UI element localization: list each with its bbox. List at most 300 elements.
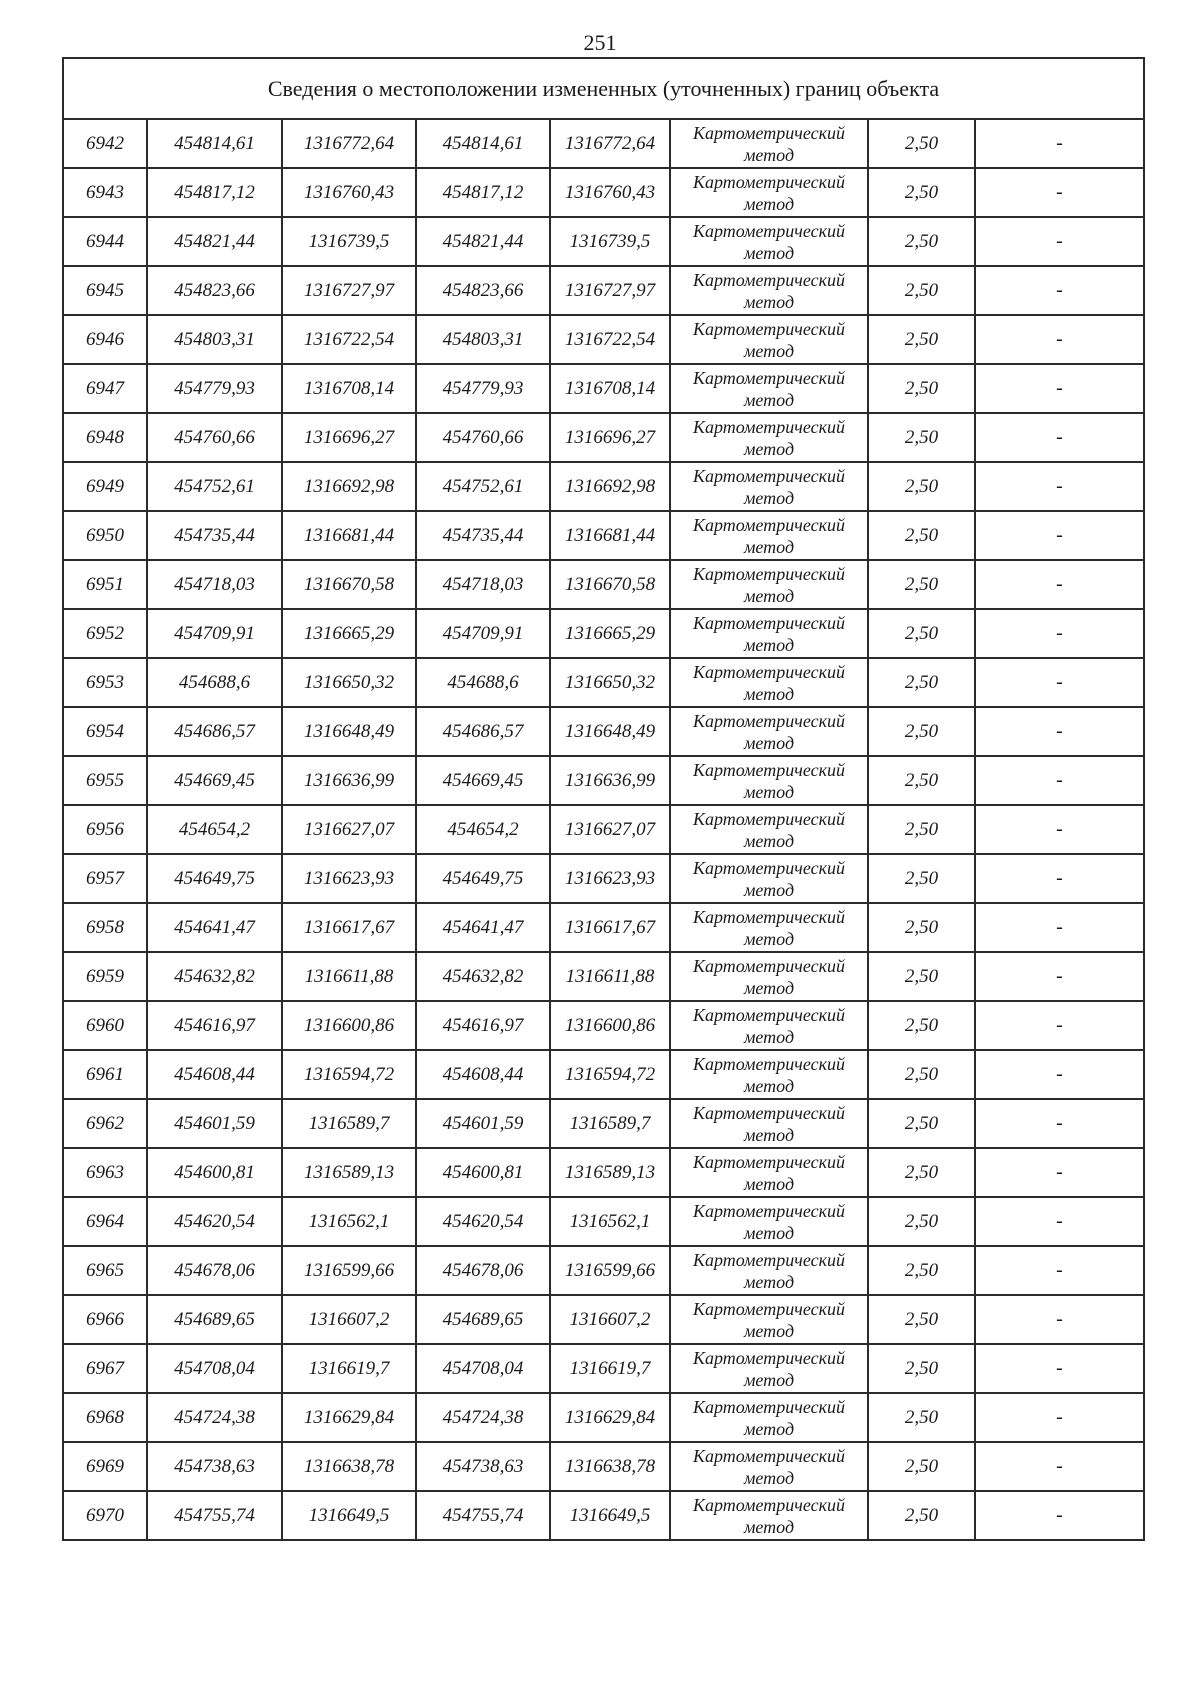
y-existing-cell: 1316629,84	[282, 1393, 416, 1442]
table-title-row	[63, 58, 1144, 119]
x-new-cell: 454641,47	[416, 903, 550, 952]
x-new-cell: 454760,66	[416, 413, 550, 462]
x-new-cell: 454688,6	[416, 658, 550, 707]
method-cell	[670, 119, 868, 168]
accuracy-cell: 2,50	[868, 952, 975, 1001]
method-cell	[670, 903, 868, 952]
method-line2: метод	[743, 1075, 795, 1096]
x-new-cell: 454608,44	[416, 1050, 550, 1099]
accuracy-cell: 2,50	[868, 413, 975, 462]
method-cell	[670, 462, 868, 511]
y-existing-cell: 1316696,27	[282, 413, 416, 462]
table-row	[63, 1344, 1144, 1393]
method-cell	[670, 168, 868, 217]
point-number-cell: 6954	[63, 707, 147, 756]
x-existing-cell: 454760,66	[147, 413, 282, 462]
method-line2: метод	[743, 1467, 795, 1488]
description-cell: -	[975, 952, 1144, 1001]
x-existing-cell: 454632,82	[147, 952, 282, 1001]
y-new-cell: 1316681,44	[550, 511, 670, 560]
x-existing-cell: 454689,65	[147, 1295, 282, 1344]
y-new-cell: 1316562,1	[550, 1197, 670, 1246]
y-existing-cell: 1316670,58	[282, 560, 416, 609]
point-number-cell: 6970	[63, 1491, 147, 1540]
method-cell	[670, 854, 868, 903]
method-cell	[670, 511, 868, 560]
description-cell: -	[975, 756, 1144, 805]
y-new-cell: 1316670,58	[550, 560, 670, 609]
point-number-cell: 6955	[63, 756, 147, 805]
method-line2: метод	[743, 1026, 795, 1047]
accuracy-cell: 2,50	[868, 217, 975, 266]
method-line2: метод	[743, 340, 795, 361]
point-number-cell: 6962	[63, 1099, 147, 1148]
table-row	[63, 168, 1144, 217]
description-cell: -	[975, 1491, 1144, 1540]
y-existing-cell: 1316638,78	[282, 1442, 416, 1491]
y-existing-cell: 1316600,86	[282, 1001, 416, 1050]
y-new-cell: 1316650,32	[550, 658, 670, 707]
accuracy-cell: 2,50	[868, 1344, 975, 1393]
y-new-cell: 1316636,99	[550, 756, 670, 805]
y-existing-cell: 1316727,97	[282, 266, 416, 315]
y-existing-cell: 1316739,5	[282, 217, 416, 266]
table-row	[63, 1001, 1144, 1050]
method-cell	[670, 658, 868, 707]
point-number-cell: 6963	[63, 1148, 147, 1197]
accuracy-cell: 2,50	[868, 1001, 975, 1050]
y-existing-cell: 1316617,67	[282, 903, 416, 952]
description-cell: -	[975, 217, 1144, 266]
method-cell	[670, 1393, 868, 1442]
point-number-cell: 6965	[63, 1246, 147, 1295]
x-existing-cell: 454803,31	[147, 315, 282, 364]
y-new-cell: 1316623,93	[550, 854, 670, 903]
description-cell: -	[975, 1001, 1144, 1050]
table-row	[63, 217, 1144, 266]
x-existing-cell: 454755,74	[147, 1491, 282, 1540]
method-line1: Картометрический	[692, 318, 845, 339]
accuracy-cell: 2,50	[868, 1393, 975, 1442]
method-line2: метод	[743, 1271, 795, 1292]
method-cell	[670, 560, 868, 609]
description-cell: -	[975, 119, 1144, 168]
method-line2: метод	[743, 536, 795, 557]
method-line1: Картометрический	[692, 1004, 845, 1025]
method-line1: Картометрический	[692, 906, 845, 927]
accuracy-cell: 2,50	[868, 266, 975, 315]
y-new-cell: 1316607,2	[550, 1295, 670, 1344]
method-line2: метод	[743, 487, 795, 508]
table-row	[63, 609, 1144, 658]
y-existing-cell: 1316589,13	[282, 1148, 416, 1197]
method-line2: метод	[743, 634, 795, 655]
y-new-cell: 1316648,49	[550, 707, 670, 756]
table-row	[63, 854, 1144, 903]
x-existing-cell: 454735,44	[147, 511, 282, 560]
y-new-cell: 1316665,29	[550, 609, 670, 658]
x-new-cell: 454817,12	[416, 168, 550, 217]
point-number-cell: 6953	[63, 658, 147, 707]
accuracy-cell: 2,50	[868, 1246, 975, 1295]
x-existing-cell: 454724,38	[147, 1393, 282, 1442]
y-existing-cell: 1316650,32	[282, 658, 416, 707]
y-existing-cell: 1316607,2	[282, 1295, 416, 1344]
x-existing-cell: 454823,66	[147, 266, 282, 315]
accuracy-cell: 2,50	[868, 1295, 975, 1344]
description-cell: -	[975, 511, 1144, 560]
method-line1: Картометрический	[692, 1151, 845, 1172]
point-number-cell: 6944	[63, 217, 147, 266]
method-cell	[670, 1491, 868, 1540]
table-row	[63, 1050, 1144, 1099]
method-line2: метод	[743, 193, 795, 214]
y-existing-cell: 1316665,29	[282, 609, 416, 658]
method-line2: метод	[743, 732, 795, 753]
y-new-cell: 1316611,88	[550, 952, 670, 1001]
accuracy-cell: 2,50	[868, 1148, 975, 1197]
table-title: Сведения о местоположении измененных (уточненных) границ объекта	[63, 58, 1144, 119]
method-line2: метод	[743, 242, 795, 263]
x-new-cell: 454708,04	[416, 1344, 550, 1393]
y-new-cell: 1316649,5	[550, 1491, 670, 1540]
description-cell: -	[975, 854, 1144, 903]
method-line2: метод	[743, 879, 795, 900]
method-cell	[670, 315, 868, 364]
method-line2: метод	[743, 1222, 795, 1243]
method-line2: метод	[743, 389, 795, 410]
x-existing-cell: 454752,61	[147, 462, 282, 511]
description-cell: -	[975, 1442, 1144, 1491]
x-new-cell: 454649,75	[416, 854, 550, 903]
x-new-cell: 454686,57	[416, 707, 550, 756]
y-existing-cell: 1316772,64	[282, 119, 416, 168]
description-cell: -	[975, 266, 1144, 315]
method-line1: Картометрический	[692, 1102, 845, 1123]
page-number: 251	[583, 30, 617, 55]
description-cell: -	[975, 462, 1144, 511]
method-cell	[670, 1001, 868, 1050]
x-new-cell: 454616,97	[416, 1001, 550, 1050]
method-line2: метод	[743, 683, 795, 704]
y-existing-cell: 1316649,5	[282, 1491, 416, 1540]
point-number-cell: 6950	[63, 511, 147, 560]
x-existing-cell: 454600,81	[147, 1148, 282, 1197]
y-new-cell: 1316772,64	[550, 119, 670, 168]
table-row	[63, 1393, 1144, 1442]
description-cell: -	[975, 1148, 1144, 1197]
x-new-cell: 454735,44	[416, 511, 550, 560]
point-number-cell: 6946	[63, 315, 147, 364]
accuracy-cell: 2,50	[868, 1491, 975, 1540]
method-line1: Картометрический	[692, 220, 845, 241]
method-line1: Картометрический	[692, 661, 845, 682]
accuracy-cell: 2,50	[868, 364, 975, 413]
y-existing-cell: 1316562,1	[282, 1197, 416, 1246]
accuracy-cell: 2,50	[868, 1099, 975, 1148]
point-number-cell: 6945	[63, 266, 147, 315]
method-line1: Картометрический	[692, 122, 845, 143]
point-number-cell: 6964	[63, 1197, 147, 1246]
description-cell: -	[975, 1099, 1144, 1148]
point-number-cell: 6951	[63, 560, 147, 609]
point-number-cell: 6959	[63, 952, 147, 1001]
y-new-cell: 1316594,72	[550, 1050, 670, 1099]
x-new-cell: 454724,38	[416, 1393, 550, 1442]
y-existing-cell: 1316760,43	[282, 168, 416, 217]
x-existing-cell: 454601,59	[147, 1099, 282, 1148]
point-number-cell: 6958	[63, 903, 147, 952]
description-cell: -	[975, 1295, 1144, 1344]
method-cell	[670, 1050, 868, 1099]
point-number-cell: 6966	[63, 1295, 147, 1344]
y-existing-cell: 1316599,66	[282, 1246, 416, 1295]
x-new-cell: 454779,93	[416, 364, 550, 413]
method-line2: метод	[743, 928, 795, 949]
method-line2: метод	[743, 977, 795, 998]
description-cell: -	[975, 1393, 1144, 1442]
method-line1: Картометрический	[692, 1445, 845, 1466]
accuracy-cell: 2,50	[868, 462, 975, 511]
y-existing-cell: 1316692,98	[282, 462, 416, 511]
method-line1: Картометрический	[692, 1053, 845, 1074]
method-cell	[670, 952, 868, 1001]
table-row	[63, 658, 1144, 707]
point-number-cell: 6961	[63, 1050, 147, 1099]
method-line2: метод	[743, 585, 795, 606]
method-cell	[670, 1148, 868, 1197]
description-cell: -	[975, 1246, 1144, 1295]
accuracy-cell: 2,50	[868, 1197, 975, 1246]
method-line1: Картометрический	[692, 955, 845, 976]
x-existing-cell: 454620,54	[147, 1197, 282, 1246]
table-row	[63, 119, 1144, 168]
method-line1: Картометрический	[692, 1396, 845, 1417]
method-cell	[670, 1099, 868, 1148]
x-new-cell: 454620,54	[416, 1197, 550, 1246]
x-existing-cell: 454738,63	[147, 1442, 282, 1491]
point-number-cell: 6967	[63, 1344, 147, 1393]
x-new-cell: 454755,74	[416, 1491, 550, 1540]
y-existing-cell: 1316619,7	[282, 1344, 416, 1393]
table-row	[63, 560, 1144, 609]
y-new-cell: 1316692,98	[550, 462, 670, 511]
point-number-cell: 6947	[63, 364, 147, 413]
y-existing-cell: 1316611,88	[282, 952, 416, 1001]
y-existing-cell: 1316708,14	[282, 364, 416, 413]
method-line1: Картометрический	[692, 808, 845, 829]
table-row	[63, 1099, 1144, 1148]
boundary-coordinates-table	[62, 57, 1145, 1541]
x-new-cell: 454738,63	[416, 1442, 550, 1491]
y-existing-cell: 1316594,72	[282, 1050, 416, 1099]
y-existing-cell: 1316589,7	[282, 1099, 416, 1148]
method-line2: метод	[743, 1173, 795, 1194]
y-new-cell: 1316619,7	[550, 1344, 670, 1393]
table-row	[63, 1491, 1144, 1540]
y-existing-cell: 1316627,07	[282, 805, 416, 854]
y-existing-cell: 1316722,54	[282, 315, 416, 364]
method-line1: Картометрический	[692, 759, 845, 780]
accuracy-cell: 2,50	[868, 707, 975, 756]
accuracy-cell: 2,50	[868, 854, 975, 903]
method-line1: Картометрический	[692, 171, 845, 192]
y-new-cell: 1316629,84	[550, 1393, 670, 1442]
description-cell: -	[975, 1197, 1144, 1246]
method-line2: метод	[743, 144, 795, 165]
x-existing-cell: 454686,57	[147, 707, 282, 756]
accuracy-cell: 2,50	[868, 805, 975, 854]
x-existing-cell: 454649,75	[147, 854, 282, 903]
description-cell: -	[975, 364, 1144, 413]
x-new-cell: 454718,03	[416, 560, 550, 609]
accuracy-cell: 2,50	[868, 315, 975, 364]
description-cell: -	[975, 1344, 1144, 1393]
method-line1: Картометрический	[692, 269, 845, 290]
x-new-cell: 454752,61	[416, 462, 550, 511]
table-row	[63, 707, 1144, 756]
description-cell: -	[975, 658, 1144, 707]
x-new-cell: 454814,61	[416, 119, 550, 168]
description-cell: -	[975, 560, 1144, 609]
method-line1: Картометрический	[692, 1200, 845, 1221]
y-existing-cell: 1316623,93	[282, 854, 416, 903]
method-cell	[670, 1344, 868, 1393]
table-row	[63, 1442, 1144, 1491]
y-new-cell: 1316589,13	[550, 1148, 670, 1197]
y-new-cell: 1316708,14	[550, 364, 670, 413]
method-line1: Картометрический	[692, 1494, 845, 1515]
y-existing-cell: 1316636,99	[282, 756, 416, 805]
method-line1: Картометрический	[692, 710, 845, 731]
y-existing-cell: 1316681,44	[282, 511, 416, 560]
point-number-cell: 6949	[63, 462, 147, 511]
method-cell	[670, 1197, 868, 1246]
point-number-cell: 6960	[63, 1001, 147, 1050]
table-row	[63, 756, 1144, 805]
y-new-cell: 1316638,78	[550, 1442, 670, 1491]
x-new-cell: 454689,65	[416, 1295, 550, 1344]
method-line1: Картометрический	[692, 857, 845, 878]
description-cell: -	[975, 1050, 1144, 1099]
x-new-cell: 454821,44	[416, 217, 550, 266]
x-existing-cell: 454669,45	[147, 756, 282, 805]
description-cell: -	[975, 805, 1144, 854]
method-line2: метод	[743, 1418, 795, 1439]
accuracy-cell: 2,50	[868, 1442, 975, 1491]
method-line2: метод	[743, 1124, 795, 1145]
point-number-cell: 6968	[63, 1393, 147, 1442]
y-new-cell: 1316722,54	[550, 315, 670, 364]
accuracy-cell: 2,50	[868, 903, 975, 952]
x-existing-cell: 454616,97	[147, 1001, 282, 1050]
method-line2: метод	[743, 830, 795, 851]
accuracy-cell: 2,50	[868, 168, 975, 217]
x-existing-cell: 454817,12	[147, 168, 282, 217]
method-cell	[670, 1246, 868, 1295]
table-row	[63, 1295, 1144, 1344]
point-number-cell: 6942	[63, 119, 147, 168]
x-new-cell: 454632,82	[416, 952, 550, 1001]
method-cell	[670, 266, 868, 315]
method-cell	[670, 805, 868, 854]
method-line1: Картометрический	[692, 514, 845, 535]
method-line1: Картометрический	[692, 465, 845, 486]
point-number-cell: 6957	[63, 854, 147, 903]
method-line2: метод	[743, 1320, 795, 1341]
table-row	[63, 903, 1144, 952]
x-existing-cell: 454718,03	[147, 560, 282, 609]
method-line2: метод	[743, 438, 795, 459]
description-cell: -	[975, 315, 1144, 364]
accuracy-cell: 2,50	[868, 560, 975, 609]
y-new-cell: 1316696,27	[550, 413, 670, 462]
x-new-cell: 454669,45	[416, 756, 550, 805]
x-existing-cell: 454821,44	[147, 217, 282, 266]
method-line1: Картометрический	[692, 1347, 845, 1368]
method-line1: Картометрический	[692, 367, 845, 388]
method-line1: Картометрический	[692, 1298, 845, 1319]
description-cell: -	[975, 413, 1144, 462]
point-number-cell: 6948	[63, 413, 147, 462]
x-existing-cell: 454608,44	[147, 1050, 282, 1099]
method-cell	[670, 413, 868, 462]
method-cell	[670, 1295, 868, 1344]
table-row	[63, 413, 1144, 462]
accuracy-cell: 2,50	[868, 756, 975, 805]
x-existing-cell: 454641,47	[147, 903, 282, 952]
accuracy-cell: 2,50	[868, 609, 975, 658]
point-number-cell: 6956	[63, 805, 147, 854]
method-cell	[670, 707, 868, 756]
method-line1: Картометрический	[692, 1249, 845, 1270]
x-new-cell: 454600,81	[416, 1148, 550, 1197]
method-cell	[670, 364, 868, 413]
table-row	[63, 805, 1144, 854]
method-line1: Картометрический	[692, 612, 845, 633]
x-new-cell: 454803,31	[416, 315, 550, 364]
table-row	[63, 1246, 1144, 1295]
y-new-cell: 1316617,67	[550, 903, 670, 952]
y-existing-cell: 1316648,49	[282, 707, 416, 756]
method-line1: Картометрический	[692, 416, 845, 437]
x-new-cell: 454709,91	[416, 609, 550, 658]
y-new-cell: 1316600,86	[550, 1001, 670, 1050]
table-row	[63, 266, 1144, 315]
x-existing-cell: 454678,06	[147, 1246, 282, 1295]
table-row	[63, 511, 1144, 560]
x-existing-cell: 454709,91	[147, 609, 282, 658]
method-line2: метод	[743, 291, 795, 312]
y-new-cell: 1316760,43	[550, 168, 670, 217]
method-line2: метод	[743, 1369, 795, 1390]
y-new-cell: 1316589,7	[550, 1099, 670, 1148]
point-number-cell: 6943	[63, 168, 147, 217]
table-row	[63, 315, 1144, 364]
x-existing-cell: 454654,2	[147, 805, 282, 854]
point-number-cell: 6969	[63, 1442, 147, 1491]
x-existing-cell: 454688,6	[147, 658, 282, 707]
method-line2: метод	[743, 781, 795, 802]
method-cell	[670, 1442, 868, 1491]
x-new-cell: 454823,66	[416, 266, 550, 315]
x-existing-cell: 454779,93	[147, 364, 282, 413]
x-new-cell: 454678,06	[416, 1246, 550, 1295]
method-line1: Картометрический	[692, 563, 845, 584]
method-cell	[670, 756, 868, 805]
method-line2: метод	[743, 1516, 795, 1537]
method-cell	[670, 609, 868, 658]
